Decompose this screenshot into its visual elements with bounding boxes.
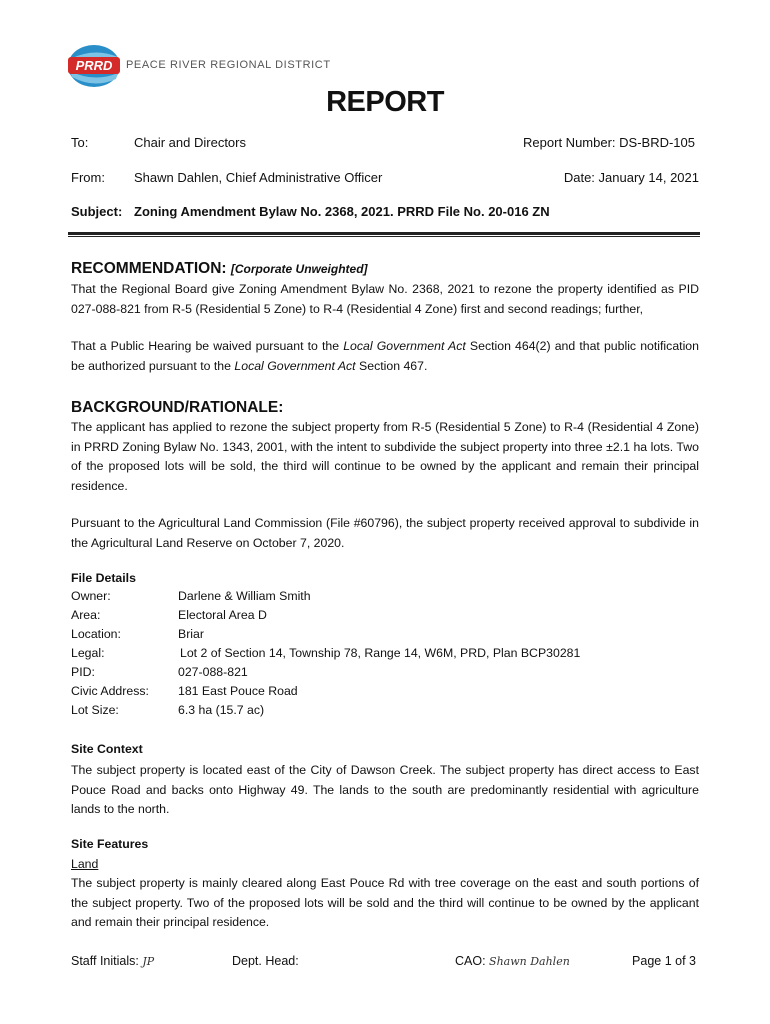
cao-label: CAO: (455, 954, 486, 968)
file-details-heading: File Details (71, 571, 136, 585)
to-value: Chair and Directors (134, 135, 246, 150)
site-features-paragraph: The subject property is mainly cleared along East Pouce Rd with tree coverage on the east and south portions of the subject property. Two of the proposed lots will be sold and the third will continue to be owned by the applicant and remain their principal residence. (71, 876, 699, 929)
dept-head-label: Dept. Head: (232, 954, 299, 968)
prrd-logo (66, 43, 122, 89)
subject-value: Zoning Amendment Bylaw No. 2368, 2021. PRRD File No. 20-016 ZN (134, 204, 550, 219)
report-number: Report Number: DS-BRD-105 (523, 135, 695, 150)
recommendation-title: RECOMMENDATION: (71, 260, 227, 277)
report-title: REPORT (326, 86, 444, 118)
staff-initials-label: Staff Initials: (71, 954, 139, 968)
recommendation-heading (71, 260, 368, 278)
staff-initials-signature: JP (142, 955, 155, 968)
subject-label: Subject: (71, 204, 123, 219)
header-divider (68, 232, 700, 237)
recommendation-paragraph-1: That the Regional Board give Zoning Amendment Bylaw No. 2368, 2021 to rezone the property identified as PID 027-088-821 from R-5 (Residential 5 Zone) to R-4 (Residential 4 Zone) first and second readings; further, (71, 282, 699, 316)
recommendation-paragraph-2: That a Public Hearing be waived pursuant to the Local Government Act Section 464(2) and that public notification be authorized pursuant to the Local Government Act Section 467. (71, 339, 699, 373)
land-subheading: Land (71, 857, 99, 871)
organization-name: PEACE RIVER REGIONAL DISTRICT (126, 59, 331, 71)
cao-signature: Shawn Dahlen (489, 955, 570, 968)
site-features-heading: Site Features (71, 837, 149, 851)
background-heading: BACKGROUND/RATIONALE: (71, 399, 284, 416)
background-paragraph-2: Pursuant to the Agricultural Land Commission (File #60796), the subject property received approval to subdivide in the Agricultural Land Reserve on October 7, 2020. (71, 516, 699, 550)
act-reference: Local Government Act (343, 339, 466, 353)
staff-initials (71, 954, 154, 968)
cao-signoff (455, 954, 570, 968)
page-number: Page 1 of 3 (632, 954, 696, 968)
recommendation-tag: [Corporate Unweighted] (230, 262, 368, 276)
logo-text: PRRD (75, 58, 113, 73)
report-date: Date: January 14, 2021 (563, 170, 699, 185)
report-page: PRRD PEACE RIVER REGIONAL DISTRICT REPORT To: Chair and Directors Report Number: DS-BRD-105 From: Shawn Dahlen, Chief Administrative Officer Date: January 14, 2021 Subject: Zoning Amendment Bylaw No. 2368, 2021. PRRD File No. 20-016 ZN RECOMMENDATION: [Corporate Unweighted] That the Regional Board give Zoning Amendment Bylaw No. 2368, 2021 to rezone the property identified as PID 027-088-821 from R-5 (Residential 5 Zone) to R-4 (Residential 4 Zone) first and second readings; further, That a Public Hearing be waived pursuant to the Local Government Act Section 464(2) and that public notification be authorized pursuant to the Local Government Act Section 467. BACKGROUND/RATIONALE: The applicant has applied to rezone the subject property from R-5 (Residential 5 Zone) to R-4 (Residential 4 Zone) in PRRD Zoning Bylaw No. 1343, 2001, with the intent to subdivide the subject property into three ±2.1 ha lots. Two of the proposed lots will be sold, the third will continue to be owned by the applicant and remain their principal residence. Pursuant to the Agricultural Land Commission (File #60796), the subject property received approval to subdivide in the Agricultural Land Reserve on October 7, 2020. File Details Owner: Darlene & William Smith Area: Electoral Area D Location: Briar Legal: Lot 2 of Section 14, Township 78, Range 14, W6M, PRD, Plan BCP30281 PID: 027-088-821 Civic Address: 181 East Pouce Road Lot Size: 6.3 ha (15.7 ac) Site Context The subject property is located east of the City of Dawson Creek. The subject property has direct access to East Pouce Road and backs onto Highway 49. The lands to the south are predominantly residential with agriculture lands to the north. Site Features Land The subject property is mainly cleared along East Pouce Rd with tree coverage on the east and south portions of the subject property. Two of the proposed lots will be sold and the third will continue to be owned by the applicant and remain their principal residence. Staff Initials: JP Dept. Head: CAO: Shawn Dahlen Page 1 of 3 (0, 0, 770, 1024)
from-value: Shawn Dahlen, Chief Administrative Officer (134, 170, 383, 185)
site-context-heading: Site Context (71, 742, 143, 756)
from-label: From: (71, 170, 105, 185)
site-context-paragraph: The subject property is located east of the City of Dawson Creek. The subject property has direct access to East Pouce Road and backs onto Highway 49. The lands to the south are predominantly residential with agriculture lands to the north. (71, 763, 699, 816)
background-paragraph-1: The applicant has applied to rezone the subject property from R-5 (Residential 5 Zone) to R-4 (Residential 4 Zone) in PRRD Zoning Bylaw No. 1343, 2001, with the intent to subdivide the subject property into three ±2.1 ha lots. Two of the proposed lots will be sold, the third will continue to be owned by the applicant and remain their principal residence. (71, 420, 699, 493)
act-reference: Local Government Act (234, 358, 356, 373)
to-label: To: (71, 135, 89, 150)
